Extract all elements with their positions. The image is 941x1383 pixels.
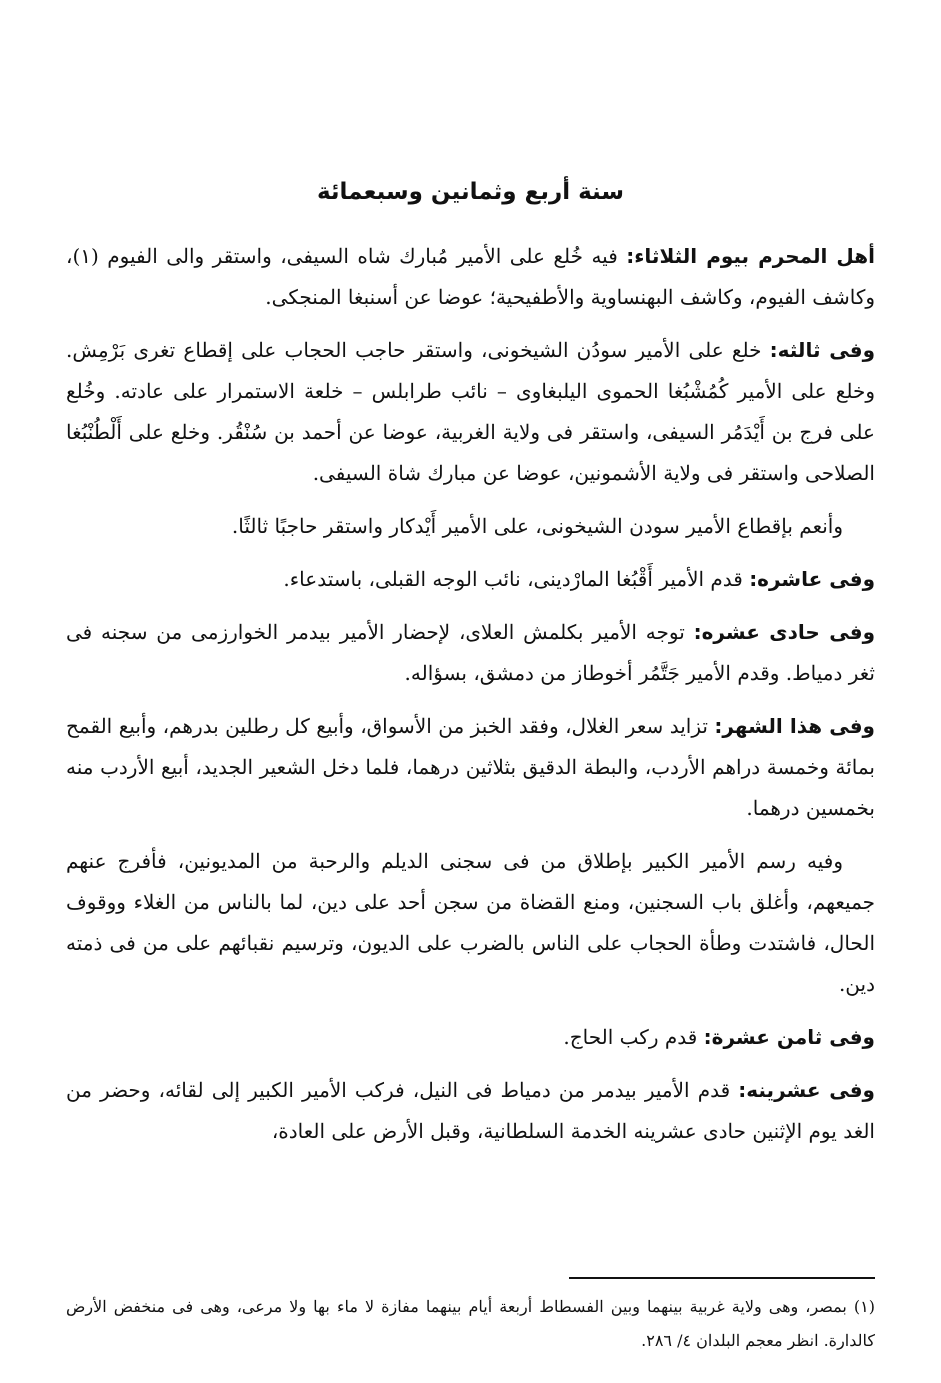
paragraph-eighteenth <box>66 1017 875 1058</box>
year-heading: سنة أربع وثمانين وسبعمائة <box>316 179 625 205</box>
paragraph-iqta <box>66 506 875 547</box>
paragraph-lead: وفى هذا الشهر: <box>714 714 875 738</box>
footnote-divider <box>569 1277 875 1279</box>
paragraph-twentieth <box>66 1070 875 1152</box>
paragraph-text: توجه الأمير بكلمش العلاى، لإحضار الأمير بيدمر الخوارزمى من سجنه فى ثغر دمياط. وقدم الأمير جَتَّمُر أخوطاز من دمشق، بسؤاله. <box>66 620 875 685</box>
paragraph-lead: وفى عشرينه: <box>738 1078 875 1102</box>
footnotes <box>66 1290 875 1358</box>
paragraph-text: وأنعم بإقطاع الأمير سودن الشيخونى، على الأمير أَيْدكار واستقر حاجبًا ثالثًا. <box>231 514 843 538</box>
footnote-1: (١) بمصر، وهى ولاية غربية بينهما وبين الفسطاط أربعة أيام بينهما مفازة لا ماء بها ولا مرعى، وهى فى منخفض الأرض كالدارة. انظر معجم البلدان ٤/ ٢٨٦. <box>66 1297 876 1350</box>
paragraph-text: فيه خُلع على الأمير مُبارك شاه السيفى، واستقر والى الفيوم (١)، وكاشف الفيوم، وكاشف البهنساوية والأطفيحية؛ عوضا عن أسنبغا المنجكى. <box>66 244 875 309</box>
paragraph-lead: وفى حادى عشره: <box>693 620 876 644</box>
paragraph-lead: وفى ثالثه: <box>769 338 875 362</box>
paragraph-muharram-first <box>66 236 875 318</box>
paragraph-text: قدم ركب الحاج. <box>563 1025 704 1049</box>
paragraph-prisons <box>66 841 875 1005</box>
paragraph-text: تزايد سعر الغلال، وفقد الخبز من الأسواق، وأبيع كل رطلين بدرهم، وأبيع القمح بمائة وخمسة دراهم الأردب، والبطة الدقيق بثلاثين درهما، فلما دخل الشعير الجديد، أبيع الأردب منه بخمسين درهما. <box>66 714 875 820</box>
paragraph-eleventh <box>66 612 875 694</box>
paragraph-third <box>66 330 875 494</box>
paragraph-lead: وفى عاشره: <box>749 567 875 591</box>
paragraph-this-month <box>66 706 875 829</box>
paragraph-text: خلع على الأمير سودُن الشيخونى، واستقر حاجب الحجاب على إقطاع تغرى بَرْمِش. وخلع على الأمير كُمُشْبُغا الحموى اليلبغاوى – نائب طرابلس – خلعة الاستمرار على عادته. وخُلع على فرج بن أَيْدَمُر السيفى، واستقر فى ولاية الغربية، عوضا عن أحمد بن سُنْقُر. وخلع على أَلْطُنْبُغا الصلاحى واستقر فى ولاية الأشمونين، عوضا عن مبارك شاة السيفى. <box>66 338 875 485</box>
paragraph-text: قدم الأمير بيدمر من دمياط فى النيل، فركب الأمير الكبير إلى لقائه، وحضر من الغد يوم الإثنين حادى عشرينه الخدمة السلطانية، وقبل الأرض على العادة، <box>66 1078 875 1143</box>
paragraph-text: قدم الأمير أَقْبُغا المارْدينى، نائب الوجه القبلى، باستدعاء. <box>283 567 750 591</box>
paragraph-tenth <box>66 559 875 600</box>
paragraph-text: وفيه رسم الأمير الكبير بإطلاق من فى سجنى الديلم والرحبة من المديونين، فأفرج عنهم جميعهم، وأغلق باب السجنين، ومنع القضاة من سجن أحد على دين، لما بالناس من الغلاء ووقوف الحال، فاشتدت وطأة الحجاب على الناس بالضرب على الديون، وترسيم نقبائهم على من فى ذمته دين. <box>66 849 875 996</box>
paragraph-lead: أهل المحرم بيوم الثلاثاء: <box>626 244 875 268</box>
page-body <box>66 236 875 1164</box>
paragraph-lead: وفى ثامن عشرة: <box>703 1025 875 1049</box>
